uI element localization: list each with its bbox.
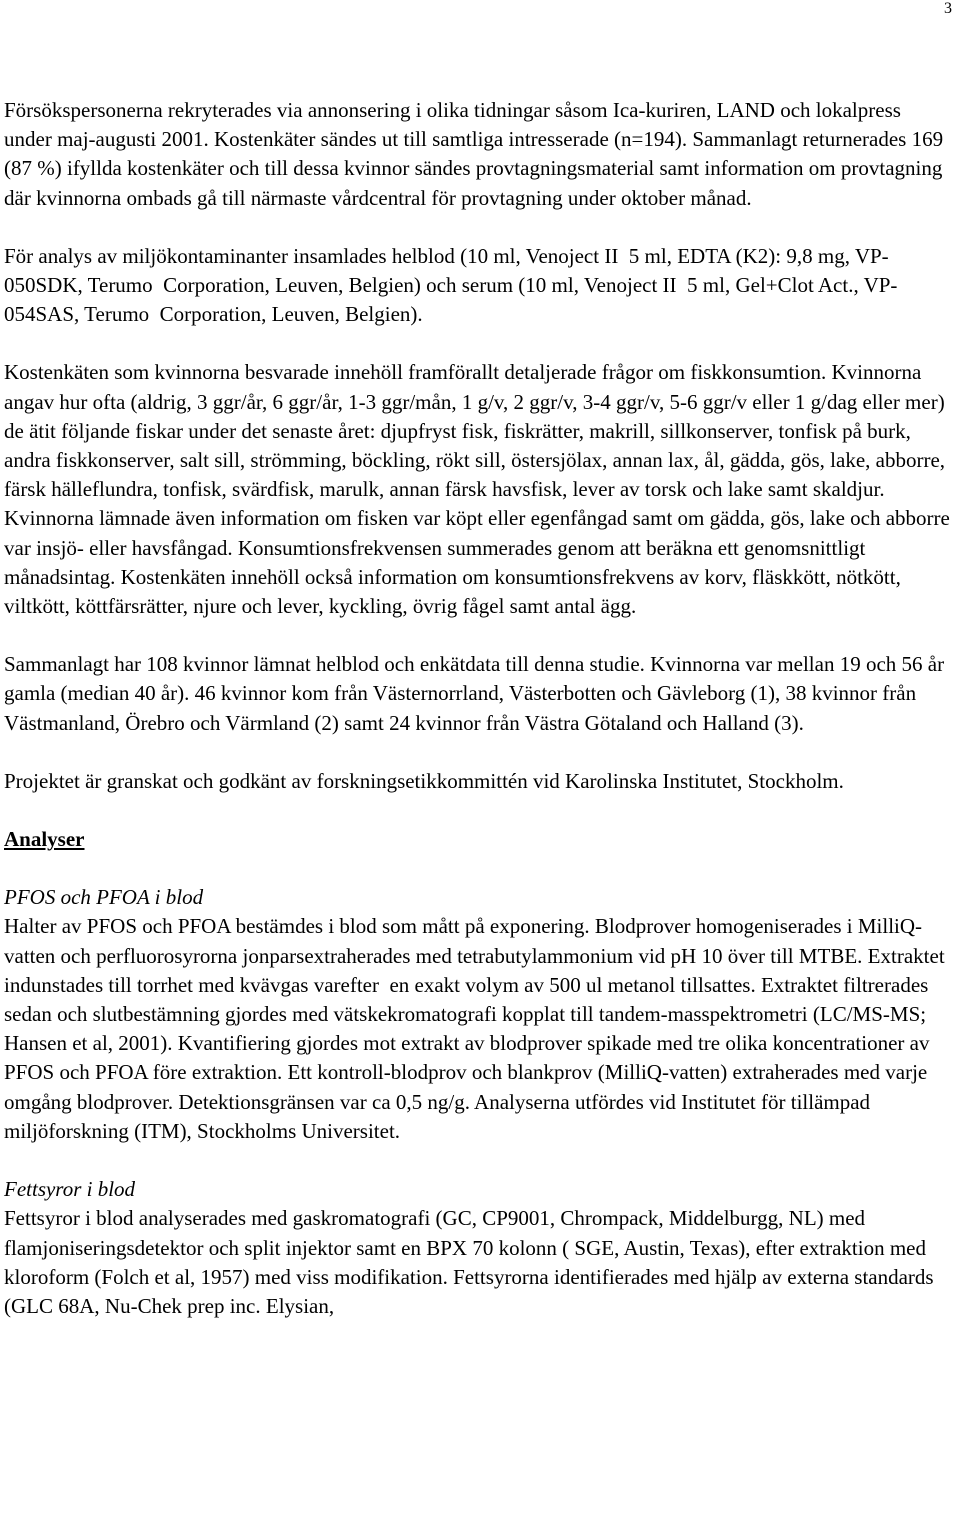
document-body xyxy=(4,96,952,1321)
paragraph-ethics: Projektet är granskat och godkänt av forskningsetikkommittén vid Karolinska Institutet, Stockholm. xyxy=(4,768,844,793)
paragraph-questionnaire: Kostenkäten som kvinnorna besvarade innehöll framförallt detaljerade frågor om fiskkonsumtion. Kvinnorna angav hur ofta (aldrig, 3 ggr/år, 6 ggr/år, 1-3 ggr/mån, 1 g/v, 2 ggr/v, 3-4 ggr/v, 5-6 ggr/v eller 1 g/dag eller mer) de ätit följande fiskar under det senaste året: djupfryst fisk, fiskrätter, makrill, sillkonserver, tonfisk på burk, andra fiskkonserver, salt sill, strömming, böckling, rökt sill, östersjölax, annan lax, ål, gädda, gös, lake, abborre, färsk hälleflundra, tonfisk, svärdfisk, marulk, annan färsk havsfisk, lever av torsk och lake samt skaldjur. Kvinnorna lämnade även information om fisken var köpt eller egenfångad samt om gädda, gös, lake och abborre var insjö- eller havsfångad. Konsumtionsfrekvensen summerades genom att beräkna ett genomsnittligt månadsintag. Kostenkäten innehöll också information om konsumtionsfrekvens av korv, fläskkött, nötkött, viltkött, köttfärsrätter, njure och lever, kyckling, övrig fågel samt antal ägg. xyxy=(4,360,950,619)
paragraph-participants: Sammanlagt har 108 kvinnor lämnat helblod och enkätdata till denna studie. Kvinnorna var mellan 19 och 56 år gamla (median 40 år). 46 kvinnor kom från Västernorrland, Västerbotten och Gävleborg (1), 38 kvinnor från Västmanland, Örebro och Värmland (2) samt 24 kvinnor från Västra Götaland och Halland (3). xyxy=(4,652,945,735)
paragraph-pfos: Halter av PFOS och PFOA bestämdes i blod som mått på exponering. Blodprover homogeniserades i MilliQ-vatten och perfluorosyrorna jonparsextraherades med tetrabutylammonium vid pH 10 över till MTBE. Extraktet indunstades till torrhet med kvävgas varefter en exakt volym av 500 ul metanol tillsattes. Extraktet filtrerades sedan och slutbestämning gjordes med vätskekromatografi kopplat till tandem-masspektrometri (LC/MS-MS; Hansen et al, 2001). Kvantifiering gjordes mot extrakt av blodprover spikade med tre olika koncentrationer av PFOS och PFOA före extraktion. Ett kontroll-blodprov och blankprov (MilliQ-vatten) extraherades med varje omgång blodprover. Detektionsgränsen var ca 0,5 ng/g. Analyserna utfördes vid Institutet för tillämpad miljöforskning (ITM), Stockholms Universitet. xyxy=(4,914,950,1143)
subheading-pfos: PFOS och PFOA i blod xyxy=(4,885,204,910)
page-number: 3 xyxy=(944,0,952,17)
paragraph-sampling: För analys av miljökontaminanter insamlades helblod (10 ml, Venoject II 5 ml, EDTA (K2): 9,8 mg, VP-050SDK, Terumo Corporation, Leuven, Belgien) och serum (10 ml, Venoject II 5 ml, Gel+Clot Act., VP-054SAS, Terumo Corporation, Leuven, Belgien). xyxy=(4,243,898,327)
paragraph-fettsyror: Fettsyror i blod analyserades med gaskromatografi (GC, CP9001, Chrompack, Middelburgg, NL) med flamjoniseringsdetektor och split injektor samt en BPX 70 kolonn ( SGE, Austin, Texas), efter extraktion med kloroform (Folch et al, 1957) med viss modifikation. Fettsyrorna identifierades med hjälp av externa standards (GLC 68A, Nu-Chek prep inc. Elysian, xyxy=(4,1206,934,1318)
subheading-fettsyror: Fettsyror i blod xyxy=(4,1177,136,1202)
paragraph-recruitment: Försökspersonerna rekryterades via annonsering i olika tidningar såsom Ica-kuriren, LAND och lokalpress under maj-augusti 2001. Kostenkäter sändes ut till samtliga intresserade (n=194). Sammanlagt returnerades 169 (87 %) ifyllda kostenkäter och till dessa kvinnor sändes provtagningsmaterial samt information om provtagning där kvinnorna ombads gå till närmaste vårdcentral för provtagning under oktober månad. xyxy=(4,98,944,210)
section-heading-analyser: Analyser xyxy=(4,827,85,852)
